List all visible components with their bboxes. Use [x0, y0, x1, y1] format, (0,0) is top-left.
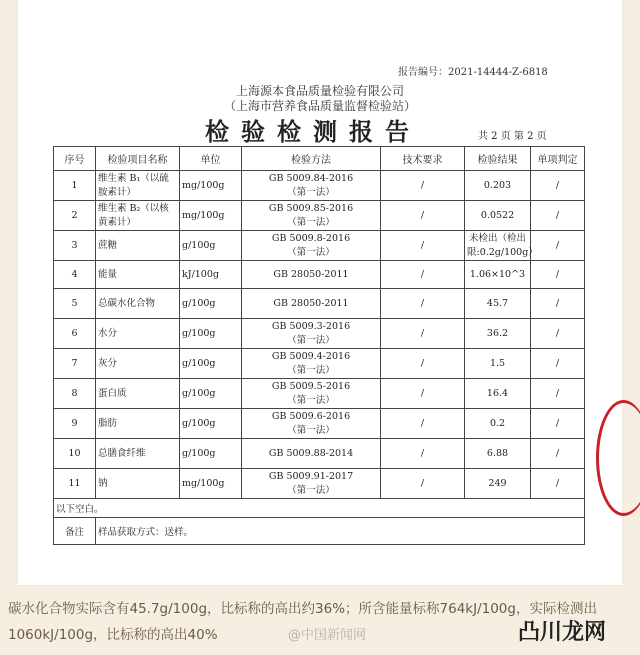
- cell-no: 3: [54, 231, 96, 261]
- cell-requirement: /: [381, 379, 465, 409]
- cell-judgement: /: [531, 231, 585, 261]
- method-variant: （第一法）: [287, 334, 335, 346]
- header-method: 检验方法: [242, 147, 381, 171]
- cell-judgement: /: [531, 171, 585, 201]
- cell-item: 总膳食纤维: [96, 439, 180, 469]
- article-caption: 碳水化合物实际含有45.7g/100g，比标称的高出约36%；所含能量标称764kJ/100g，实际检测出1060kJ/100g，比标称的高出40%: [8, 601, 597, 643]
- cell-judgement: /: [531, 261, 585, 289]
- cell-no: 11: [54, 469, 96, 499]
- cell-requirement: /: [381, 409, 465, 439]
- cell-method: [242, 439, 381, 469]
- cell-unit: g/100g: [180, 289, 242, 319]
- cell-item: 脂肪: [96, 409, 180, 439]
- cell-requirement: /: [381, 171, 465, 201]
- cell-item: 水分: [96, 319, 180, 349]
- blank-note-row: [54, 499, 585, 518]
- cell-result: 249: [465, 469, 531, 499]
- cell-result: 0.2: [465, 409, 531, 439]
- cell-unit: kJ/100g: [180, 261, 242, 289]
- table-row: [54, 379, 585, 409]
- cell-requirement: /: [381, 439, 465, 469]
- remark-text: 样品获取方式：送样。: [96, 518, 585, 545]
- header-result: 检验结果: [465, 147, 531, 171]
- test-results-table: [53, 146, 585, 545]
- cell-result: 未检出（检出限:0.2g/100g）: [465, 231, 531, 261]
- remark-row: [54, 518, 585, 545]
- cell-result: 1.5: [465, 349, 531, 379]
- cell-unit: mg/100g: [180, 469, 242, 499]
- method-variant: （第一法）: [287, 186, 335, 198]
- cell-judgement: /: [531, 409, 585, 439]
- cell-judgement: /: [531, 201, 585, 231]
- cell-item: 维生素 B₂（以核黄素计）: [96, 201, 180, 231]
- method-variant: （第一法）: [287, 364, 335, 376]
- cell-result: 1.06×10^3: [465, 261, 531, 289]
- cell-no: 4: [54, 261, 96, 289]
- method-variant: （第一法）: [287, 394, 335, 406]
- header-no: 序号: [54, 147, 96, 171]
- cell-result: 36.2: [465, 319, 531, 349]
- method-standard: GB 28050-2011: [273, 268, 349, 280]
- method-standard: GB 5009.4-2016: [271, 350, 351, 362]
- cell-judgement: /: [531, 349, 585, 379]
- header-judgement: 单项判定: [531, 147, 585, 171]
- cell-no: 8: [54, 379, 96, 409]
- table-row: [54, 439, 585, 469]
- cell-judgement: /: [531, 319, 585, 349]
- cell-unit: g/100g: [180, 379, 242, 409]
- cell-no: 6: [54, 319, 96, 349]
- cell-no: 9: [54, 409, 96, 439]
- cell-unit: g/100g: [180, 439, 242, 469]
- cell-result: 0.203: [465, 171, 531, 201]
- table-row: [54, 319, 585, 349]
- cell-method: [242, 231, 381, 261]
- header-unit: 单位: [180, 147, 242, 171]
- cell-result: 16.4: [465, 379, 531, 409]
- method-variant: （第一法）: [287, 424, 335, 436]
- table-row: [54, 469, 585, 499]
- table-row: [54, 349, 585, 379]
- method-standard: GB 5009.88-2014: [268, 447, 354, 459]
- report-number: 报告编号：2021-14444-Z-6818: [398, 67, 548, 78]
- cell-no: 1: [54, 171, 96, 201]
- method-variant: （第一法）: [287, 246, 335, 258]
- cell-judgement: /: [531, 379, 585, 409]
- cell-method: [242, 379, 381, 409]
- cell-judgement: /: [531, 439, 585, 469]
- method-standard: GB 5009.84-2016: [268, 172, 354, 184]
- table-row: [54, 409, 585, 439]
- method-standard: GB 5009.5-2016: [271, 380, 351, 392]
- table-row: [54, 171, 585, 201]
- source-watermark: @中国新闻网: [288, 628, 367, 643]
- remark-label: 备注: [54, 518, 96, 545]
- cell-judgement: /: [531, 289, 585, 319]
- table-row: [54, 289, 585, 319]
- cell-unit: g/100g: [180, 231, 242, 261]
- cell-item: 总碳水化合物: [96, 289, 180, 319]
- cell-method: [242, 261, 381, 289]
- cell-item: 钠: [96, 469, 180, 499]
- cell-result: 45.7: [465, 289, 531, 319]
- cell-requirement: /: [381, 289, 465, 319]
- cell-method: [242, 319, 381, 349]
- table-row: [54, 231, 585, 261]
- cell-method: [242, 469, 381, 499]
- cell-requirement: /: [381, 469, 465, 499]
- cell-method: [242, 171, 381, 201]
- report-title: 检验检测报告: [205, 117, 421, 146]
- method-variant: （第一法）: [287, 216, 335, 228]
- method-standard: GB 5009.3-2016: [271, 320, 351, 332]
- table-header-row: [54, 147, 585, 171]
- cell-method: [242, 409, 381, 439]
- blank-note: 以下空白。: [54, 499, 585, 518]
- table-row: [54, 201, 585, 231]
- cell-no: 5: [54, 289, 96, 319]
- cell-result: 0.0522: [465, 201, 531, 231]
- method-standard: GB 5009.8-2016: [271, 232, 351, 244]
- cell-method: [242, 201, 381, 231]
- table-row: [54, 261, 585, 289]
- cell-no: 7: [54, 349, 96, 379]
- cell-item: 灰分: [96, 349, 180, 379]
- cell-item: 蛋白质: [96, 379, 180, 409]
- organization-subname: （上海市营养食品质量监督检验站）: [223, 99, 416, 113]
- cell-method: [242, 289, 381, 319]
- cell-unit: mg/100g: [180, 201, 242, 231]
- method-standard: GB 5009.91-2017: [268, 470, 354, 482]
- cell-no: 10: [54, 439, 96, 469]
- method-standard: GB 28050-2011: [273, 297, 349, 309]
- cell-item: 蔗糖: [96, 231, 180, 261]
- cell-method: [242, 349, 381, 379]
- cell-unit: g/100g: [180, 349, 242, 379]
- cell-result: 6.88: [465, 439, 531, 469]
- cell-requirement: /: [381, 231, 465, 261]
- cell-judgement: /: [531, 469, 585, 499]
- cell-unit: mg/100g: [180, 171, 242, 201]
- cell-requirement: /: [381, 349, 465, 379]
- method-variant: （第一法）: [287, 484, 335, 496]
- cell-unit: g/100g: [180, 319, 242, 349]
- cell-no: 2: [54, 201, 96, 231]
- page-count: 共 2 页 第 2 页: [478, 131, 547, 142]
- cell-requirement: /: [381, 201, 465, 231]
- method-standard: GB 5009.6-2016: [271, 410, 351, 422]
- header-requirement: 技术要求: [381, 147, 465, 171]
- cell-requirement: /: [381, 319, 465, 349]
- method-standard: GB 5009.85-2016: [268, 202, 354, 214]
- cell-item: 能量: [96, 261, 180, 289]
- cell-item: 维生素 B₁（以硫胺素计）: [96, 171, 180, 201]
- site-watermark: 凸川龙网: [518, 620, 607, 645]
- cell-requirement: /: [381, 261, 465, 289]
- cell-unit: g/100g: [180, 409, 242, 439]
- organization-name: 上海源本食品质量检验有限公司: [235, 84, 404, 98]
- header-item: 检验项目名称: [96, 147, 180, 171]
